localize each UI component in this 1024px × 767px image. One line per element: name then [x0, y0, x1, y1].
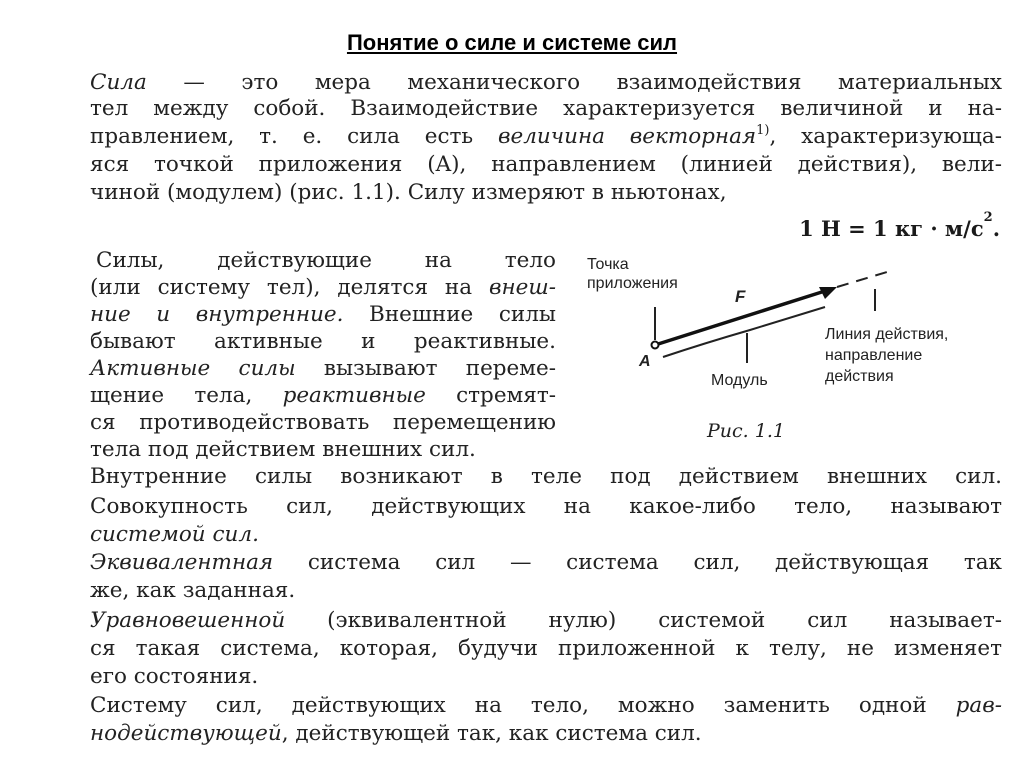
term-external-internal: ние и внутренние.: [90, 302, 344, 327]
term-reactive: реактивные: [282, 383, 426, 408]
term-vector-quantity: величина векторная: [497, 124, 757, 149]
label-line-3: действия: [825, 368, 894, 385]
term-equivalent: Эквивалентная: [90, 550, 274, 575]
p5-line-2: ся такая система, которая, будучи приложенной к телу, не изменяет: [90, 636, 1002, 661]
p2-line-2: (или систему тел), делятся на внеш-: [90, 275, 556, 300]
label-modulus: Модуль: [711, 372, 768, 389]
p5-line-3: его состояния.: [90, 664, 259, 689]
term-resultant: рав-: [955, 693, 1002, 718]
figure-caption: Рис. 1.1: [707, 420, 785, 442]
formula-newton: 1 Н = 1 кг · $м/с^2$.: [799, 210, 1000, 241]
p1-line-3: правлением, т. е. сила есть величина векторная$^{1)}$, характеризующа-: [90, 123, 1002, 149]
point-a-marker: [652, 342, 659, 349]
p6-line-1: Систему сил, действующих на тело, можно заменить одной рав-: [90, 693, 1002, 718]
label-point-1: Точка: [587, 256, 629, 273]
label-line-2: направление: [825, 347, 923, 364]
p1-line-4: яся точкой приложения (A), направлением (линией действия), вели-: [90, 152, 1002, 177]
p5-line-1: Уравновешенной (эквивалентной нулю) системой сил называет-: [90, 608, 1002, 633]
p3-line-1: Внутренние силы возникают в теле под действием внешних сил.: [90, 464, 1002, 489]
p1-line-5: чиной (модулем) (рис. 1.1). Силу измеряют в ньютонах,: [90, 180, 727, 205]
p2-line-4: бывают активные и реактивные.: [90, 329, 556, 354]
label-point-2: приложения: [587, 275, 678, 292]
p1-line-1: Сила — это мера механического взаимодействия материальных: [90, 70, 1002, 95]
footnote-mark: 1): [756, 123, 770, 138]
p3-line-2: Совокупность сил, действующих на какое-либо тело, называют: [90, 494, 1002, 519]
p6-line-2: нодействующей, действующей так, как система сил.: [90, 721, 702, 746]
p2-line-6: щение тела, реактивные стремят-: [90, 383, 556, 408]
term-force: Сила: [90, 70, 147, 95]
p2-line-1: Силы, действующие на тело: [96, 248, 556, 273]
figure-1-1: [575, 245, 1015, 455]
label-force: F: [735, 287, 746, 306]
p1-line-2: тел между собой. Взаимодействие характеризуется величиной и на-: [90, 96, 1002, 121]
p2-line-8: тела под действием внешних сил.: [90, 437, 476, 462]
term-active-forces: Активные силы: [90, 356, 296, 381]
label-point-a: A: [639, 353, 651, 370]
modulus-brace: [663, 307, 825, 357]
term-system-of-forces: системой сил.: [90, 522, 259, 547]
p2-line-7: ся противодействовать перемещению: [90, 410, 556, 435]
term-balanced: Уравновешенной: [90, 608, 286, 633]
p3-line-3: [90, 522, 259, 548]
label-line-1: Линия действия,: [825, 326, 949, 343]
p4-line-1: Эквивалентная система сил — система сил, действующая так: [90, 550, 1002, 575]
p2-line-5: Активные силы вызывают переме-: [90, 356, 556, 381]
p2-line-3: ние и внутренние. Внешние силы: [90, 302, 556, 327]
page-title: Понятие о силе и системе сил: [346, 30, 678, 55]
p4-line-2: же, как заданная.: [90, 578, 296, 603]
line-of-action-dashed: [837, 272, 887, 287]
